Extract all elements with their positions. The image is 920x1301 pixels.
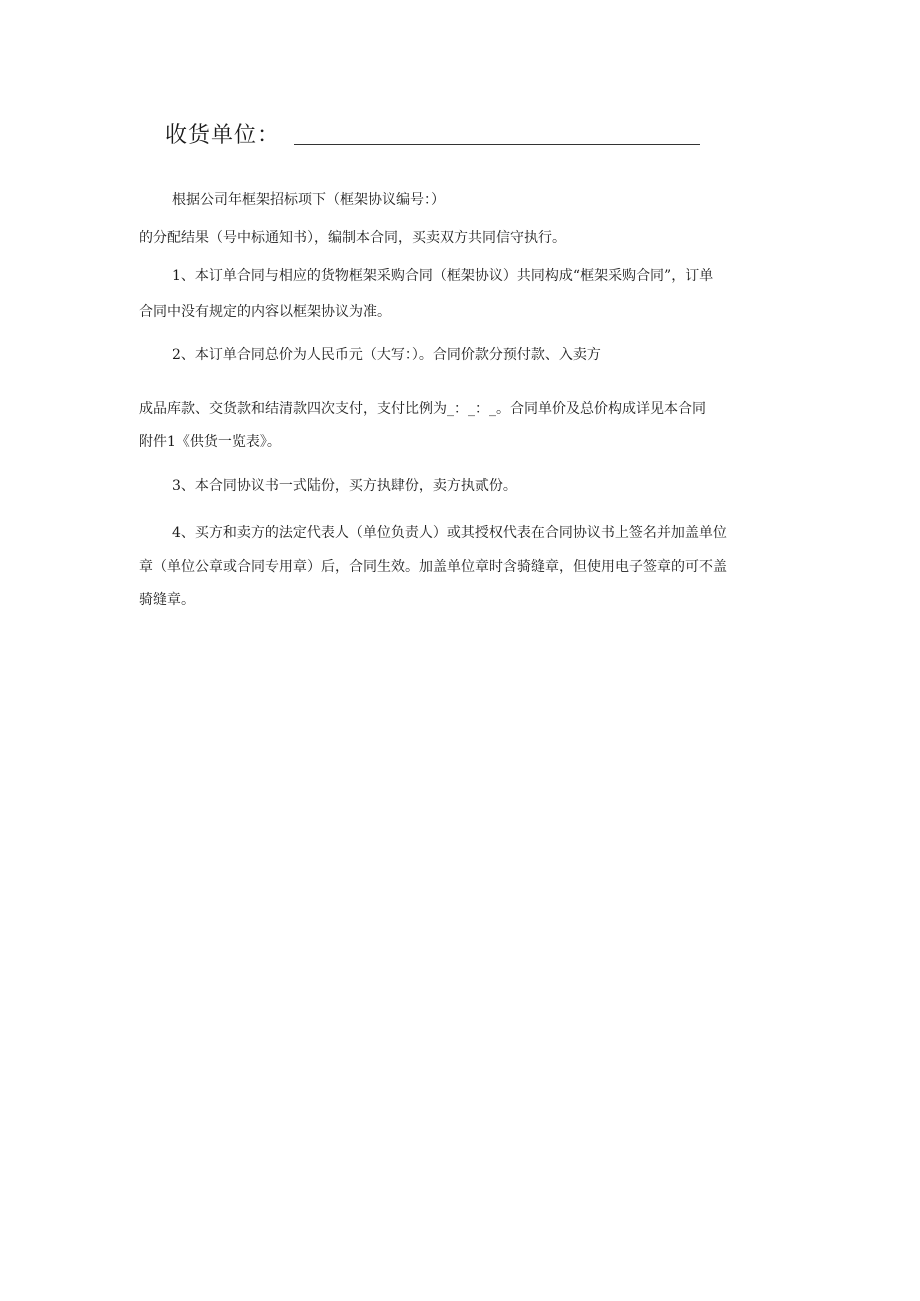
intro-line-2: 的分配结果（号中标通知书），编制本合同，买卖双方共同信守执行。 [139, 230, 566, 246]
consignee-label: 收货单位： [165, 123, 281, 148]
clause-1-line-2: 合同中没有规定的内容以框架协议为准。 [139, 304, 391, 320]
clause-4-line-2: 章（单位公章或合同专用章）后，合同生效。加盖单位章时含骑缝章，但使用电子签章的可不盖 [139, 559, 727, 575]
clause-2-line-2: 成品库款、交货款和结清款四次支付，支付比例为_：_：_。合同单价及总价构成详见本合同 [139, 401, 706, 417]
clause-1-line-1: 1、本订单合同与相应的货物框架采购合同（框架协议）共同构成“框架采购合同”，订单 [172, 268, 714, 284]
clause-4-line-1: 4、买方和卖方的法定代表人（单位负责人）或其授权代表在合同协议书上签名并加盖单位 [172, 525, 727, 541]
clause-2-line-3: 附件1《供货一览表》。 [139, 434, 281, 450]
clause-3-line-1: 3、本合同协议书一式陆份，买方执肆份，卖方执贰份。 [172, 478, 517, 494]
consignee-header [165, 121, 700, 151]
consignee-blank-line [294, 144, 700, 145]
clause-2-line-1: 2、本订单合同总价为人民币元（大写：）。合同价款分预付款、入卖方 [172, 347, 601, 363]
clause-4-line-3: 骑缝章。 [139, 592, 195, 608]
intro-line-1: 根据公司年框架招标项下（框架协议编号：） [172, 192, 445, 208]
